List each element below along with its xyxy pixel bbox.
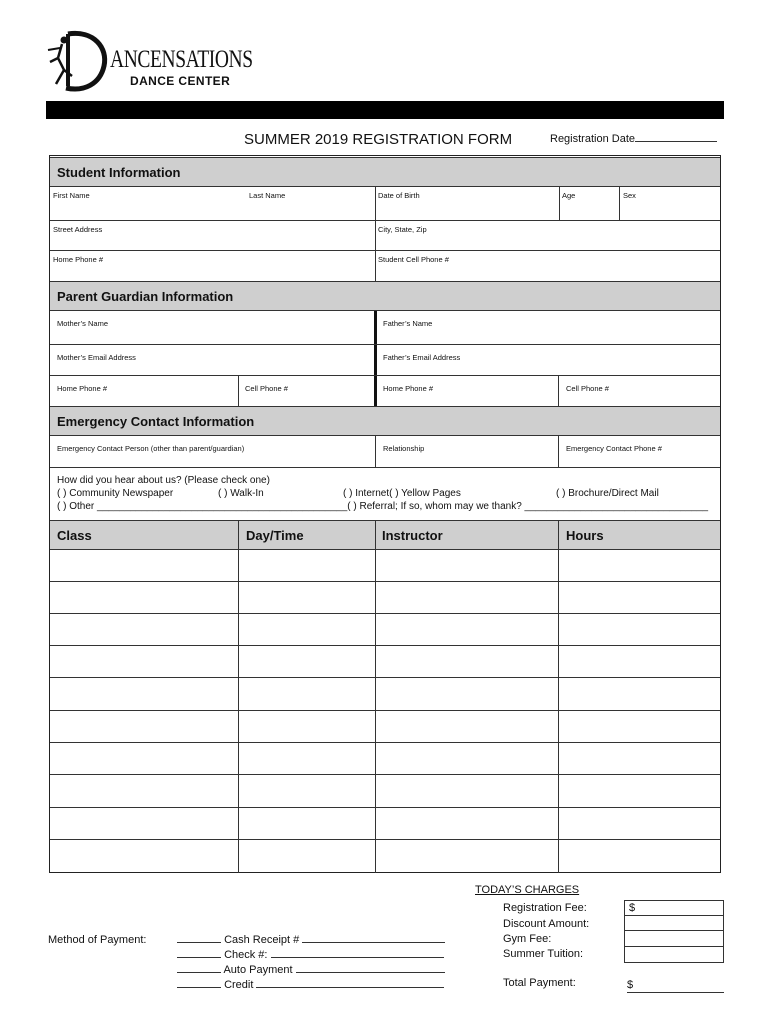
total-currency-symbol: $	[627, 979, 634, 991]
divider	[375, 520, 376, 873]
table-row[interactable]	[50, 581, 720, 582]
cash-check-line	[177, 934, 221, 943]
student-section-header	[50, 157, 720, 187]
discount-amount-label: Discount Amount:	[503, 918, 590, 930]
divider	[375, 436, 376, 467]
registration-date-field[interactable]	[550, 133, 717, 145]
emergency-phone-field[interactable]: Emergency Contact Phone #	[566, 444, 662, 453]
summer-tuition-input[interactable]	[624, 946, 724, 963]
registration-fee-input[interactable]	[624, 900, 724, 916]
gym-fee-input[interactable]	[624, 930, 724, 947]
credit-option[interactable]	[177, 979, 444, 991]
divider	[50, 344, 720, 345]
father-email-field[interactable]: Father’s Email Address	[383, 353, 461, 362]
age-field[interactable]: Age	[562, 191, 576, 200]
table-row[interactable]	[50, 742, 720, 743]
divider	[558, 375, 559, 406]
emergency-person-field[interactable]: Emergency Contact Person (other than parent/guardian)	[57, 444, 245, 453]
divider	[619, 187, 620, 220]
discount-amount-input[interactable]	[624, 915, 724, 931]
total-payment-input[interactable]	[627, 979, 724, 993]
auto-check-line	[177, 964, 221, 973]
auto-payment-line	[296, 964, 445, 973]
logo	[46, 28, 266, 94]
divider	[50, 467, 720, 468]
street-field[interactable]: Street Address	[53, 225, 103, 234]
referral-question: How did you hear about us? (Please check one)	[57, 475, 270, 486]
parent-section-header	[50, 281, 720, 311]
header-bar	[46, 101, 724, 119]
check-number-line	[271, 949, 444, 958]
table-row[interactable]	[50, 645, 720, 646]
divider	[50, 250, 720, 251]
table-row[interactable]	[50, 613, 720, 614]
option-walk-in[interactable]: ( ) Walk-In	[218, 488, 264, 499]
credit-line	[256, 979, 444, 988]
dob-field[interactable]: Date of Birth	[378, 191, 420, 200]
last-name-field[interactable]: Last Name	[249, 191, 286, 200]
form-title: SUMMER 2019 REGISTRATION FORM	[244, 131, 513, 148]
todays-charges-title: TODAY’S CHARGES	[475, 884, 580, 896]
table-row[interactable]	[50, 677, 720, 678]
parent1-home-phone-field[interactable]: Home Phone #	[57, 384, 108, 393]
gym-fee-label: Gym Fee:	[503, 933, 552, 945]
divider	[50, 220, 720, 221]
auto-payment-label: Auto Payment	[223, 964, 293, 976]
emergency-section-title: Emergency Contact Information	[57, 414, 255, 429]
student-cell-phone-field[interactable]: Student Cell Phone #	[378, 255, 449, 264]
currency-symbol: $	[629, 902, 636, 914]
cash-receipt-line	[302, 934, 445, 943]
auto-payment-option[interactable]	[177, 964, 445, 976]
parent-section-title: Parent Guardian Information	[57, 289, 234, 304]
divider	[238, 520, 239, 873]
daytime-column-header: Day/Time	[246, 528, 304, 543]
father-name-field[interactable]: Father’s Name	[383, 319, 433, 328]
student-home-phone-field[interactable]: Home Phone #	[53, 255, 104, 264]
divider	[374, 311, 377, 406]
dancer-logo-icon	[46, 28, 116, 94]
class-table-header	[50, 520, 720, 550]
cash-receipt-label: Cash Receipt #	[224, 934, 300, 946]
emergency-section-header	[50, 406, 720, 436]
hours-column-header: Hours	[566, 528, 604, 543]
divider	[50, 375, 720, 376]
registration-date-label: Registration Date	[550, 133, 635, 145]
emergency-relationship-field[interactable]: Relationship	[383, 444, 425, 453]
mother-name-field[interactable]: Mother’s Name	[57, 319, 108, 328]
table-row[interactable]	[50, 710, 720, 711]
option-other-referral[interactable]: ( ) Other _____________________________________________( ) Referral; If so, whom may we thank? _________________________________	[57, 501, 709, 512]
instructor-column-header: Instructor	[382, 528, 443, 543]
registration-fee-label: Registration Fee:	[503, 902, 587, 914]
logo-subtitle: DANCE CENTER	[130, 74, 231, 88]
parent1-cell-phone-field[interactable]: Cell Phone #	[245, 384, 288, 393]
divider	[375, 187, 376, 281]
credit-label: Credit	[224, 979, 254, 991]
credit-check-line	[177, 979, 221, 988]
check-label: Check #:	[224, 949, 268, 961]
registration-date-line	[635, 133, 717, 142]
divider	[238, 375, 239, 406]
parent2-home-phone-field[interactable]: Home Phone #	[383, 384, 434, 393]
table-row[interactable]	[50, 774, 720, 775]
student-section-title: Student Information	[57, 165, 181, 180]
sex-field[interactable]: Sex	[623, 191, 636, 200]
option-internet-yellow-pages[interactable]: ( ) Internet( ) Yellow Pages	[343, 488, 461, 499]
parent2-cell-phone-field[interactable]: Cell Phone #	[566, 384, 609, 393]
total-payment-label: Total Payment:	[503, 977, 576, 989]
class-column-header: Class	[57, 528, 92, 543]
divider	[558, 436, 559, 467]
payment-method-label: Method of Payment:	[48, 934, 147, 946]
first-name-field[interactable]: First Name	[53, 191, 90, 200]
summer-tuition-label: Summer Tuition:	[503, 948, 584, 960]
check-check-line	[177, 949, 221, 958]
option-brochure[interactable]: ( ) Brochure/Direct Mail	[556, 488, 659, 499]
table-row[interactable]	[50, 839, 720, 840]
logo-name: ANCENSATIONS	[110, 46, 253, 73]
divider	[558, 520, 559, 873]
city-field[interactable]: City, State, Zip	[378, 225, 427, 234]
divider	[559, 187, 560, 220]
option-community-newspaper[interactable]: ( ) Community Newspaper	[57, 488, 174, 499]
table-row[interactable]	[50, 807, 720, 808]
mother-email-field[interactable]: Mother’s Email Address	[57, 353, 136, 362]
check-option[interactable]	[177, 949, 444, 961]
cash-receipt-option[interactable]	[177, 934, 445, 946]
